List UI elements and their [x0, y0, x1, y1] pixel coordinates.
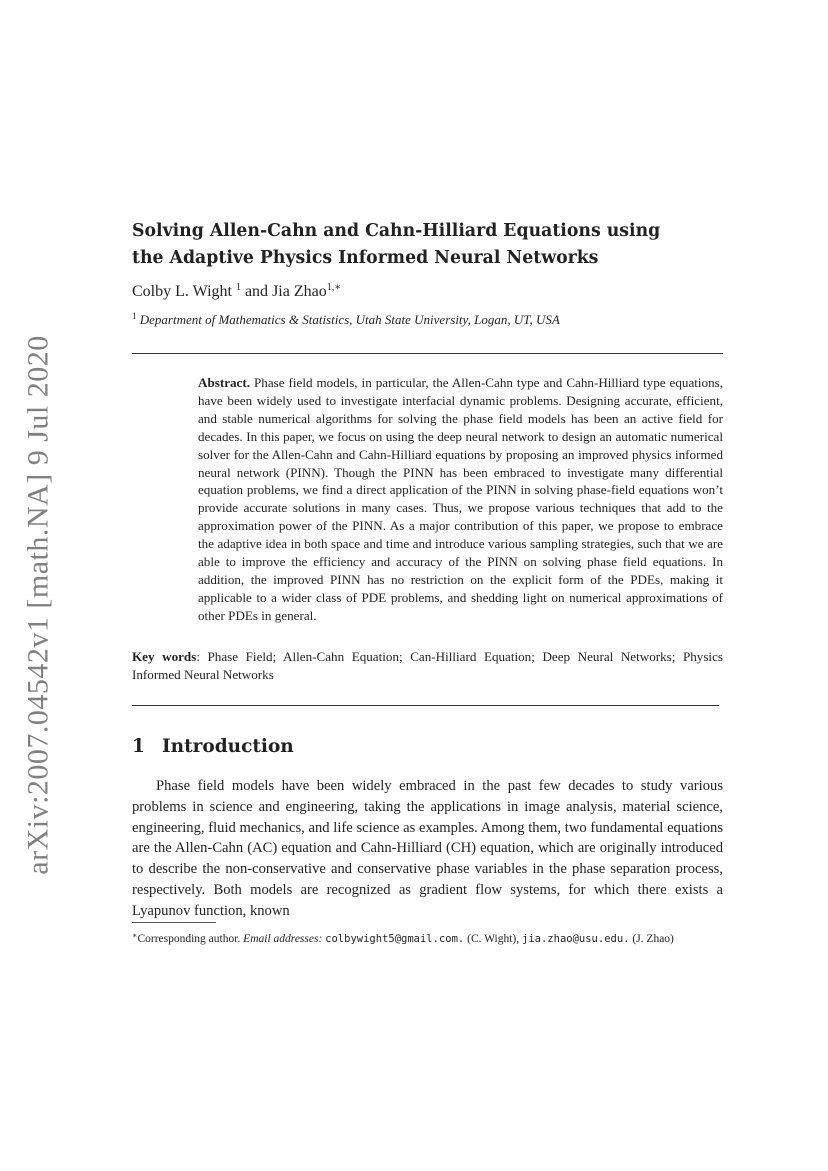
email-link[interactable]: colbywight5@gmail.com.	[325, 933, 465, 945]
author-connector: and	[244, 283, 269, 300]
footnote-lead: Corresponding author.	[137, 933, 241, 945]
author-name: Colby L. Wight	[132, 283, 232, 300]
arxiv-stamp-text: arXiv:2007.04542v1 [math.NA] 9 Jul 2020	[22, 335, 56, 875]
arxiv-stamp	[16, 335, 62, 875]
footnote-name: (J. Zhao)	[632, 933, 674, 945]
abstract-label: Abstract.	[198, 375, 250, 390]
author-name: Jia Zhao	[272, 283, 327, 300]
footnote-rule	[132, 922, 216, 923]
footnote-name: (C. Wight),	[467, 933, 520, 945]
footnote-marker: ∗	[132, 931, 138, 940]
paper-title: Solving Allen-Cahn and Cahn-Hilliard Equations using the Adaptive Physics Informed Neural Networks	[132, 221, 661, 268]
keywords-label: Key words	[132, 649, 197, 664]
affiliation	[132, 311, 560, 328]
author-affil-marker: 1,∗	[326, 282, 342, 293]
affiliation-marker: 1	[132, 311, 137, 321]
section-title: Introduction	[162, 736, 294, 757]
keywords	[132, 648, 723, 683]
affiliation-text: Department of Mathematics & Statistics, Utah State University, Logan, UT, USA	[139, 312, 560, 327]
abstract	[198, 374, 723, 625]
abstract-text: Phase field models, in particular, the Allen-Cahn type and Cahn-Hilliard type equations, have been widely used to investigate interfacial dynamic problems. Designing accurate, efficient, and stable numerical algorithms for solving the phase field models has been an active field for decades. In this paper, we focus on using the deep neural network to design an automatic numerical solver for the Allen-Cahn and Cahn-Hilliard equations by proposing an improved physics informed neural network (PINN). Though the PINN has been embraced to investigate many differential equation problems, we find a direct application of the PINN in solving phase-field equations won’t provide accurate solutions in many cases. Thus, we propose various techniques that add to the approximation power of the PINN. As a major contribution of this paper, we propose to embrace the adaptive idea in both space and time and introduce various sampling strategies, such that we are able to improve the efficiency and accuracy of the PINN on solving phase field equations. In addition, the improved PINN has no restriction on the explicit form of the PDEs, making it applicable to a wider class of PDE problems, and shedding light on numerical approximations of other PDEs in general.	[198, 375, 723, 623]
intro-paragraph: Phase field models have been widely embraced in the past few decades to study various problems in science and engineering, taking the applications in image analysis, material science, engineering, fluid mechanics, and life science as examples. Among them, two fundamental equations are the Allen-Cahn (AC) equation and Cahn-Hilliard (CH) equation, which are originally introduced to describe the non-conservative and conservative phase variables in the phase separation process, respectively. Both models are recognized as gradient flow systems, for which there exists a Lyapunov function, known	[132, 778, 723, 919]
section-heading	[132, 736, 294, 757]
author-affil-marker: 1	[235, 282, 241, 293]
section-number: 1	[132, 736, 145, 757]
keywords-text: : Phase Field; Allen-Cahn Equation; Can-Hilliard Equation; Deep Neural Networks; Physics Informed Neural Networks	[132, 649, 723, 682]
footnote	[132, 928, 732, 947]
footnote-email-label: Email addresses:	[243, 933, 323, 945]
author-line	[132, 282, 341, 301]
email-link[interactable]: jia.zhao@usu.edu.	[522, 933, 630, 945]
top-divider	[132, 353, 723, 354]
bottom-divider	[132, 705, 719, 706]
